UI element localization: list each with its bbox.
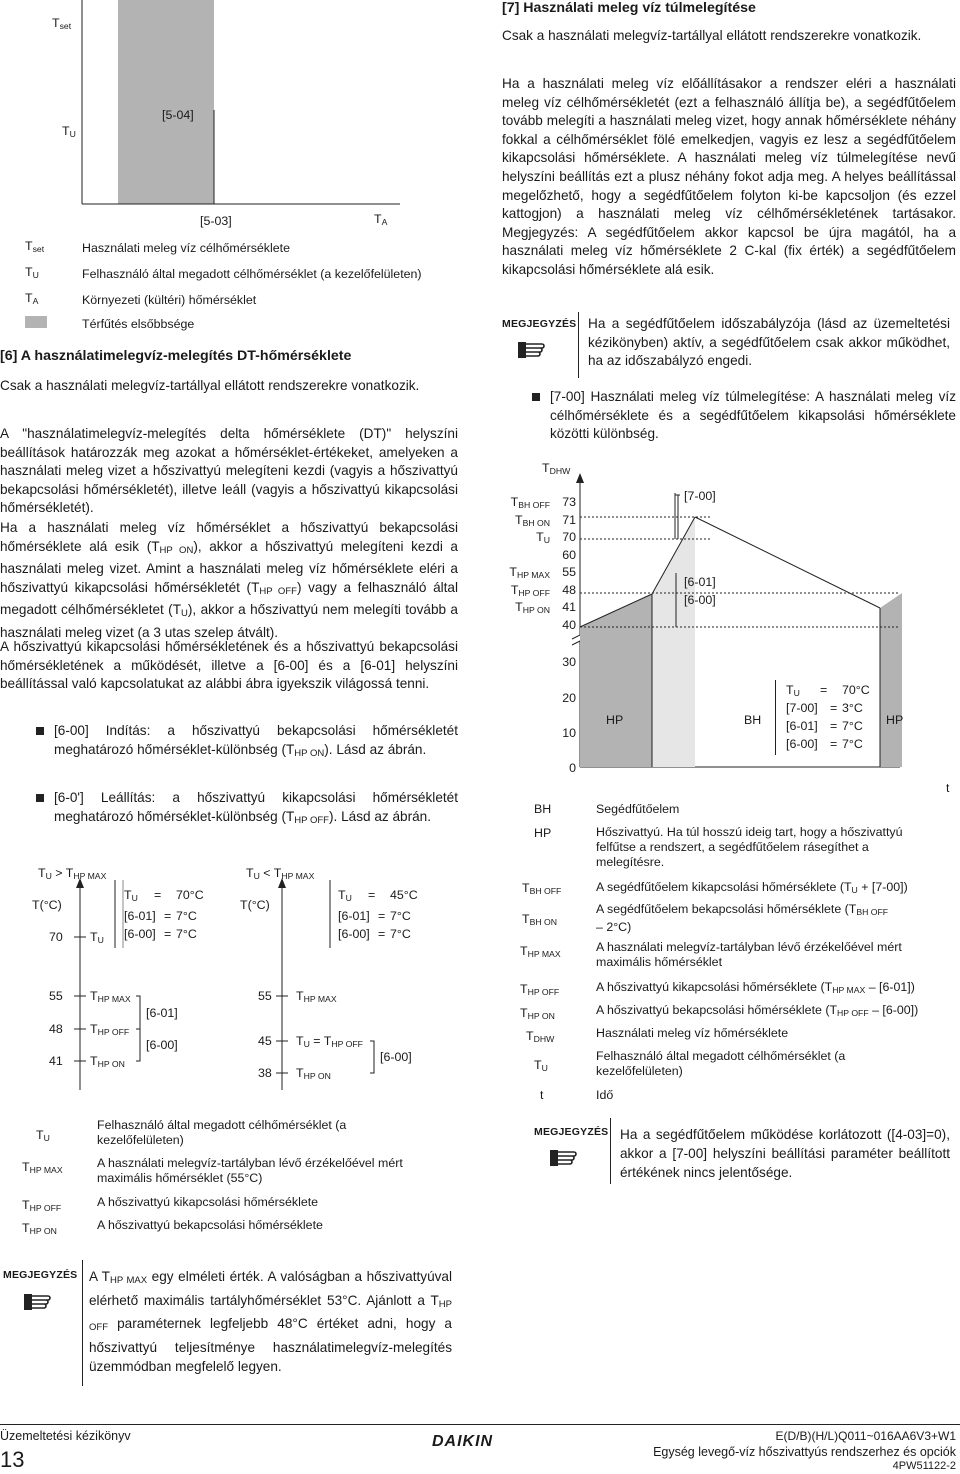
fig3-box: $T_U$ = 70°C [7-00] = 3°C [6-01] = 7°C [6-00] = 7°C	[786, 683, 870, 751]
fig3-bh-label: BH	[744, 713, 762, 727]
footer-code: 4PW51122-2	[892, 1460, 956, 1472]
fig3-legend-text-1: Hőszivattyú. Ha túl hosszú ideig tart, hogy a hőszivattyú felfűtse a rendszert, a segédfűtőelem rásegíthet a melegítésre.	[596, 825, 903, 869]
section-6-scope: Csak a használati melegvíz-tartállyal ellátott rendszerekre vonatkozik.	[0, 378, 420, 393]
fig2-left-yaxis: T(°C)	[32, 898, 62, 912]
fig2-right-box: $T_U$ = 45°C [6-01] = 7°C [6-00] = 7°C	[338, 888, 418, 941]
fig3-legend	[500, 800, 960, 1110]
note-left-heading: MEGJEGYZÉS	[3, 1269, 78, 1281]
fig3-legend-text-3: A segédfűtőelem bekapcsolási hőmérséklete $(T_{BH OFF} - 2^\circ C)$	[596, 902, 889, 934]
fig2-right-tick-label-1: $T_U = T_{HP OFF}$	[296, 1034, 363, 1049]
fig3-legend-text-9: Idő	[596, 1088, 614, 1102]
figure-2	[0, 860, 470, 1110]
fig1-legend-sym-1: $T_U$	[25, 265, 39, 280]
fig2-right-tick-label-2: $T_{HP ON}$	[296, 1066, 331, 1081]
fig2-left-heading: $T_U > T_{HP MAX}$	[38, 866, 107, 881]
footer-description: Egység levegő-víz hőszivattyús rendszerhez és opciók	[653, 1445, 956, 1459]
section-6-bullet-2: [6-0'] Leállítás: a hőszivattyú kikapcsolási hőmérsékletét meghatározó hőmérséklet-különbség $(T_{HP OFF})$. Lásd az ábrán.	[36, 789, 458, 830]
fig2-legend-sym-1: $T_{HP MAX}$	[22, 1160, 63, 1175]
fig2-right-tick-label-0: $T_{HP MAX}$	[296, 989, 337, 1004]
note-right-2-heading: MEGJEGYZÉS	[534, 1126, 609, 1138]
fig3-yaxis-label: $T_{DHW}$	[542, 461, 571, 476]
fig2-legend-sym-2: $T_{HP OFF}$	[22, 1198, 62, 1213]
fig2-legend-text-1: A használati melegvíz-tartályban lévő érzékelőével mért maximális hőmérséklet (55°C)	[97, 1156, 403, 1185]
fig3-hp-label-2: HP	[886, 713, 904, 727]
fig3-legend-text-6: A hőszivattyú bekapcsolási hőmérséklete $(T_{HP OFF} - [6-00])$	[596, 1003, 919, 1018]
section-7-title: [7] Használati meleg víz túlmelegítése	[502, 0, 756, 16]
fig1-503-label: [5-03]	[200, 214, 232, 228]
figure-1	[0, 0, 470, 340]
fig3-upper-scale: $T_{BH OFF}$ 73 $T_{BH ON}$ 71 $T_U$ 70 60 $T_{HP MAX}$ 55 $T_{HP OFF}$ 48 $T_{HP ON}$ 41 40	[509, 495, 576, 632]
note-hand-icon	[22, 1290, 52, 1314]
figure-1-plot	[0, 0, 470, 240]
fig2-legend-sym-0: $T_U$	[36, 1128, 50, 1143]
fig3-tick-0: 0	[569, 761, 576, 775]
fig2-legend-text-2: A hőszivattyú kikapcsolási hőmérséklete	[97, 1195, 319, 1209]
fig3-legend-text-8: Felhasználó által megadott célhőmérséklet (a kezelőfelületen)	[596, 1049, 846, 1078]
note-left-text: A $T_{HP MAX}$ egy elméleti érték. A valóságban a hőszivattyúval elérhető maximális tartályhőmérséklet 53°C. Ajánlott a $T_{HP OFF}$ paraméternek legfeljebb 48°C értéket adni, hogy a hőszivattyú teljesítménye használatimelegvíz-melegítés üzemmódban megfelelő legyen.	[89, 1269, 453, 1374]
fig3-legend-sym-3: $T_{BH ON}$	[522, 912, 557, 927]
fig3-t-axis-label: t	[946, 781, 950, 795]
note-right-1	[502, 312, 956, 378]
footer-rule	[0, 1424, 960, 1425]
fig2-left-box: $T_U$ = 70°C [6-01] = 7°C [6-00] = 7°C	[124, 888, 204, 941]
note-left-divider	[82, 1260, 83, 1386]
fig2-legend-text-3: A hőszivattyú bekapcsolási hőmérséklete	[97, 1218, 323, 1232]
bullet-square-icon	[36, 727, 44, 735]
fig2-left-tick-55: 55	[49, 989, 63, 1003]
fig3-legend-sym-2: $T_{BH OFF}$	[522, 881, 562, 896]
footer-page-number: 13	[0, 1447, 25, 1472]
footer-manual: Üzemeltetési kézikönyv	[0, 1429, 131, 1443]
fig3-bracket-600: [6-00]	[684, 593, 716, 607]
fig2-right-heading: $T_U < T_{HP MAX}$	[246, 866, 315, 881]
fig3-legend-text-4: A használati melegvíz-tartályban lévő érzékelőével mért maximális hőmérséklet	[596, 940, 902, 969]
section-7-scope: Csak a használati melegvíz-tartállyal ellátott rendszerekre vonatkozik.	[502, 28, 922, 43]
note-right-1-divider	[578, 312, 579, 378]
fig3-hp-label-1: HP	[606, 713, 624, 727]
section-6-para-1: A "használatimelegvíz-melegítés delta hőmérséklete (DT)" helyszíni beállítások határozzák meg azokat a hőmérséklet-értékeket, amelyeken a használati meleg vizet a hőszivattyú melegíteni kezdi (vagyis a hőszivattyú bekapcsolási hőmérsékletét), illetve leáll (vagyis a hőszivattyú kikapcsolási hőmérsékletét).	[0, 426, 458, 516]
fig2-left-tick-41: 41	[49, 1054, 63, 1068]
fig2-left-tick-label-1: $T_{HP MAX}$	[90, 989, 131, 1004]
section-7-para-1: Ha a használati meleg víz előállításakor a rendszer eléri a használati meleg víz célhőmérsékletét (ezt a felhasználó állítja be), a segédfűtőelem tovább melegíti a használati meleg vizet, hogy annak hőmérséklete néhány fokkal a célhőmérséklet fölé emelkedjen, vagyis ez lesz a segédfűtőelem kikapcsolási hőmérséklete. A használati meleg víz túlmelegítése nevű helyszíni beállítás ezt a plusz néhány fokot adja meg. A helyes beállítással megelőzhető, hogy a segédfűtőelem folyton ki-be kapcsoljon (és ezzel kattogjon) a használati meleg víz célhőmérsékletének tartásakor. Megjegyzés: A segédfűtőelem akkor kapcsol be újra magától, ha a használati meleg víz hőmérséklete 2 C-kal (fix érték) a segédfűtőelem kikapcsolási hőmérséklete alá esik.	[502, 76, 956, 277]
section-6-bullet-1: [6-00] Indítás: a hőszivattyú bekapcsolási hőmérsékletét meghatározó hőmérséklet-különbség $(T_{HP ON})$. Lásd az ábrán.	[36, 722, 458, 763]
fig3-legend-text-5: A hőszivattyú kikapcsolási hőmérséklete $(T_{HP MAX} - [6-01])$	[596, 980, 915, 995]
daikin-logo: DAIKIN	[432, 1433, 494, 1450]
note-right-1-text: Ha a segédfűtőelem időszabályzója (lásd az üzemeltetési kézikönyben) aktív, a segédfűtőelem csak akkor működhet, ha az időszabályzó engedi.	[588, 316, 950, 369]
fig2-left-tick-48: 48	[49, 1022, 63, 1036]
fig2-right-tick-38: 38	[258, 1066, 272, 1080]
fig3-tick-10: 10	[562, 726, 576, 740]
fig2-right-bracket-600: [6-00]	[380, 1050, 412, 1064]
fig1-legend-text-3: Térfűtés elsőbbsége	[82, 317, 195, 331]
fig2-left-tick-label-2: $T_{HP OFF}$	[90, 1022, 130, 1037]
fig1-legend-text-2: Környezeti (kültéri) hőmérséklet	[82, 293, 257, 307]
note-right-1-heading: MEGJEGYZÉS	[502, 318, 577, 330]
fig1-legend-swatch	[25, 316, 47, 328]
section-7-bullet: [7-00] Használati meleg víz túlmelegítése: A használati meleg víz célhőmérséklete és a segédfűtőelem kikapsolási hőmérséklete közötti különbség.	[532, 388, 956, 444]
fig2-legend-text-0: Felhasználó által megadott célhőmérséklet (a kezelőfelületen)	[97, 1118, 347, 1147]
fig1-legend-text-0: Használati meleg víz célhőmérséklete	[82, 241, 290, 255]
fig3-legend-text-0: Segédfűtőelem	[596, 802, 680, 816]
footer-model: E(D/B)(H/L)Q011~016AA6V3+W1	[775, 1429, 956, 1443]
bullet-square-icon	[532, 393, 540, 401]
fig1-tset-label: $T_{set}$	[52, 16, 72, 31]
bullet-square-icon	[36, 794, 44, 802]
note-right-2	[530, 1118, 960, 1188]
fig3-legend-sym-9: t	[540, 1088, 544, 1102]
fig2-left-tick-label-3: $T_{HP ON}$	[90, 1054, 125, 1069]
fig2-left-tick-70: 70	[49, 930, 63, 944]
fig2-right-tick-45: 45	[258, 1034, 272, 1048]
fig1-tu-label: $T_U$	[62, 124, 76, 139]
fig3-legend-sym-1: HP	[534, 826, 552, 840]
fig3-legend-text-2: A segédfűtőelem kikapcsolási hőmérséklete $(T_U + [7-00])$	[596, 880, 908, 895]
note-right-2-divider	[610, 1118, 611, 1184]
fig3-tick-20: 20	[562, 691, 576, 705]
fig3-legend-sym-0: BH	[534, 802, 552, 816]
fig2-left-tick-label-0: $T_U$	[90, 930, 104, 945]
figure-3	[500, 455, 960, 795]
fig3-legend-sym-8: $T_U$	[534, 1058, 548, 1073]
note-hand-icon	[548, 1146, 578, 1170]
fig1-legend-sym-0: $T_{set}$	[25, 239, 45, 254]
fig1-ta-label: $T_A$	[374, 212, 388, 227]
fig3-tick-30: 30	[562, 655, 576, 669]
fig3-box-divider	[775, 680, 776, 755]
fig1-504-label: [5-04]	[162, 108, 194, 122]
fig2-right-tick-55: 55	[258, 989, 272, 1003]
fig2-right-yaxis: T(°C)	[240, 898, 270, 912]
note-right-2-text: Ha a segédfűtőelem működése korlátozott ([4-03]=0), akkor a [7-00] helyszíni beállítási paraméter beállított értékének nincs jelentősége.	[620, 1127, 950, 1180]
fig1-legend-text-1: Felhasználó által megadott célhőmérséklet (a kezelőfelületen)	[82, 267, 422, 281]
fig3-legend-text-7: Használati meleg víz hőmérséklete	[596, 1026, 789, 1040]
fig3-legend-sym-4: $T_{HP MAX}$	[520, 944, 561, 959]
fig3-bracket-700: [7-00]	[684, 489, 716, 503]
section-6-para-3: A hőszivattyú kikapcsolási hőmérsékletének és a hőszivattyú bekapcsolási hőmérsékletének a működését, illetve a [6-00] és a [6-01] helyszíni beállítással való kapcsolatukat az alábbi ábra igyekszik világossá tenni.	[0, 639, 458, 692]
fig2-legend-sym-3: $T_{HP ON}$	[22, 1221, 57, 1236]
fig3-legend-sym-6: $T_{HP ON}$	[520, 1006, 555, 1021]
section-6-para-2: Ha a használati meleg víz hőmérséklet a hőszivattyú bekapcsolási hőmérséklete alá esik $(T_{HP ON})$, akkor a hőszivattyú melegíteni kezdi a használati meleg vizet. Amint a használati meleg víz hőmérséklete eléri a hőszivattyú kikapcsolási hőmérsékletét $(T_{HP OFF})$ vagy a felhasználó által megadott célhőmérsékletet $(T_U)$, akkor a hőszivattyú nem melegíti tovább a használati meleg vizet (a 3 utas szelep átvált).	[0, 520, 459, 640]
note-hand-icon	[516, 338, 546, 362]
fig2-left-bracket-601: [6-01]	[146, 1006, 178, 1020]
fig3-legend-sym-7: $T_{DHW}$	[526, 1029, 555, 1044]
fig3-legend-sym-5: $T_{HP OFF}$	[520, 982, 560, 997]
section-6-title: [6] A használatimelegvíz-melegítés DT-hőmérséklete	[0, 348, 352, 364]
note-left	[0, 1260, 460, 1390]
fig2-left-bracket-600: [6-00]	[146, 1038, 178, 1052]
fig1-legend-sym-2: $T_A$	[25, 291, 39, 306]
fig3-bracket-601: [6-01]	[684, 575, 716, 589]
